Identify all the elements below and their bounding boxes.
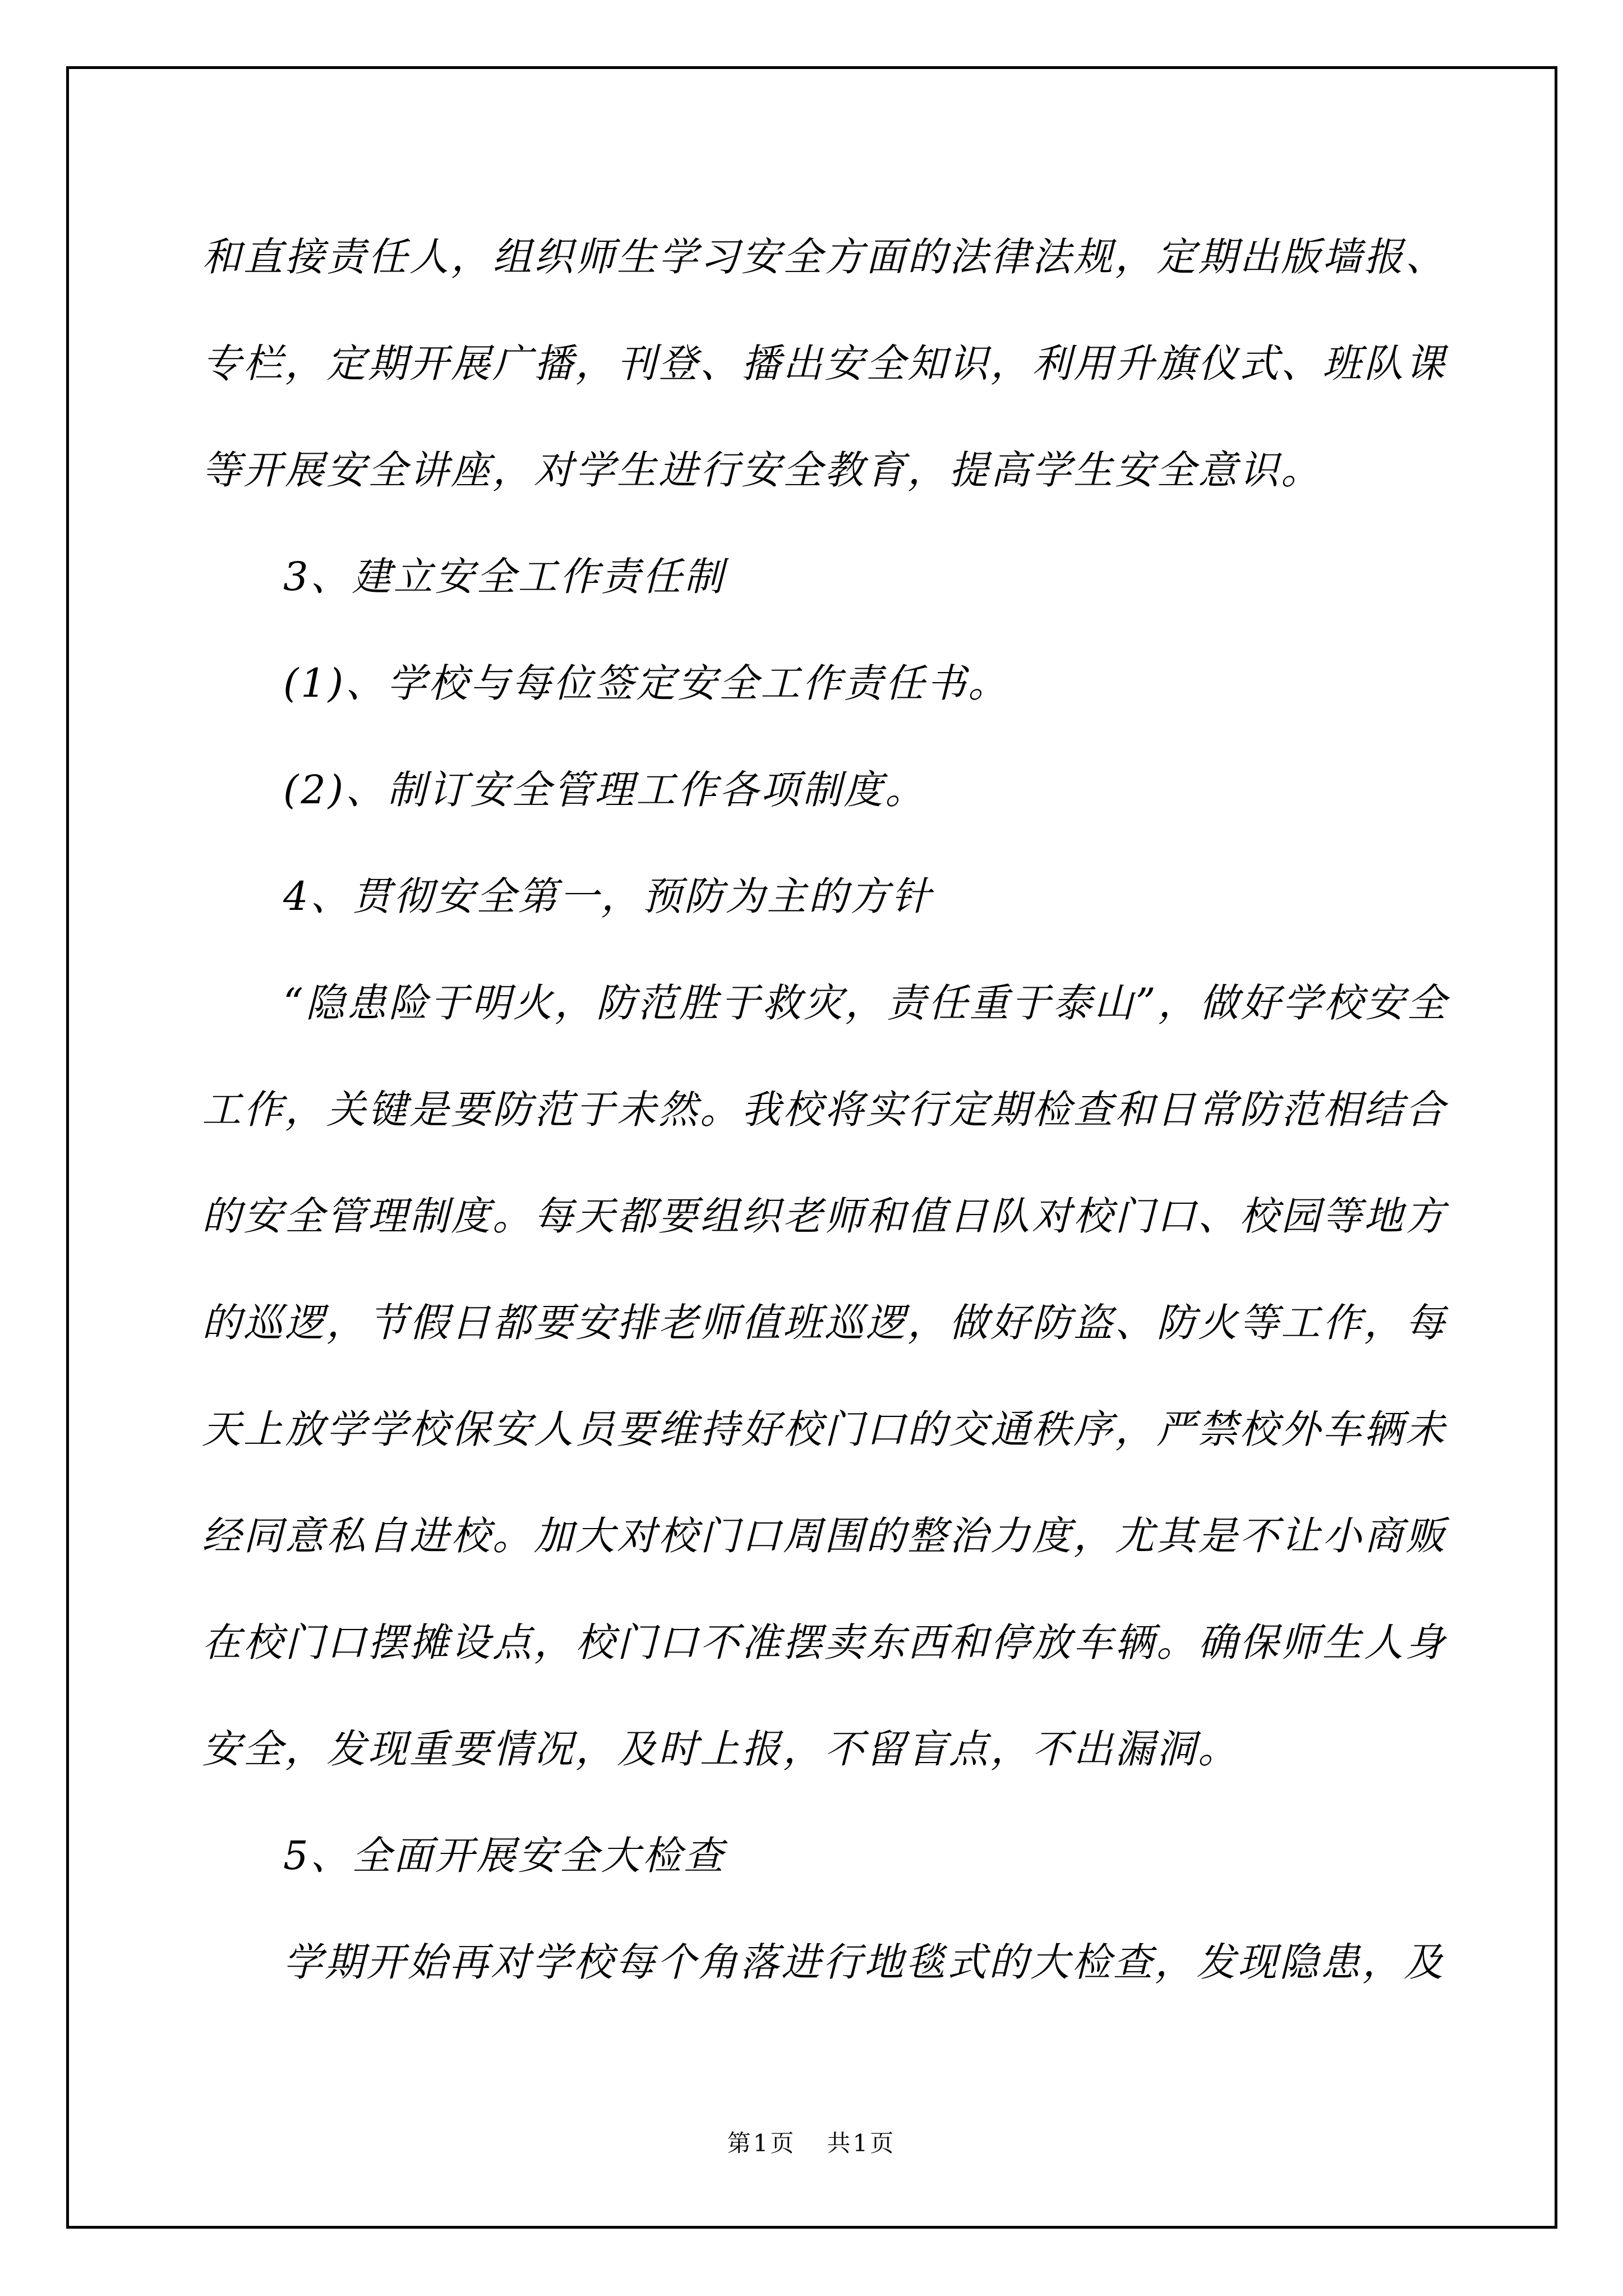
text-line: (1)、学校与每位签定安全工作责任书。 bbox=[283, 660, 1010, 706]
text-line: 的安全管理制度。每天都要组织老师和值日队对校门口、校园等地方 bbox=[202, 1193, 1447, 1239]
text-line: 在校门口摆摊设点，校门口不准摆卖东西和停放车辆。确保师生人身 bbox=[202, 1619, 1447, 1665]
text-line: 4、贯彻安全第一，预防为主的方针 bbox=[283, 873, 933, 919]
page-footer bbox=[0, 2125, 1623, 2159]
text-line: 和直接责任人，组织师生学习安全方面的法律法规，定期出版墙报、 bbox=[202, 233, 1447, 280]
text-line: 的巡逻，节假日都要安排老师值班巡逻，做好防盗、防火等工作，每 bbox=[202, 1299, 1447, 1346]
page-number-current: 第1页 bbox=[727, 2129, 796, 2157]
page-number-total: 共1页 bbox=[827, 2129, 896, 2157]
text-line: 等开展安全讲座，对学生进行安全教育，提高学生安全意识。 bbox=[202, 447, 1322, 493]
text-line: 天上放学学校保安人员要维持好校门口的交通秩序，严禁校外车辆未 bbox=[202, 1406, 1447, 1452]
text-line: 专栏，定期开展广播，刊登、播出安全知识，利用升旗仪式、班队课 bbox=[202, 340, 1447, 386]
text-line: 学期开始再对学校每个角落进行地毯式的大检查，发现隐患，及 bbox=[283, 1939, 1445, 1985]
document-body bbox=[202, 200, 1469, 2012]
text-line: 安全，发现重要情况，及时上报，不留盲点，不出漏洞。 bbox=[202, 1726, 1239, 1772]
text-line: 工作，关键是要防范于未然。我校将实行定期检查和日常防范相结合 bbox=[202, 1086, 1447, 1133]
text-line: “隐患险于明火，防范胜于救灾，责任重于泰山”，做好学校安全 bbox=[283, 979, 1449, 1026]
text-line: 3、建立安全工作责任制 bbox=[283, 553, 726, 600]
text-line: 5、全面开展安全大检查 bbox=[283, 1832, 726, 1879]
text-line: (2)、制订安全管理工作各项制度。 bbox=[283, 766, 927, 813]
text-line: 经同意私自进校。加大对校门口周围的整治力度，尤其是不让小商贩 bbox=[202, 1512, 1447, 1559]
